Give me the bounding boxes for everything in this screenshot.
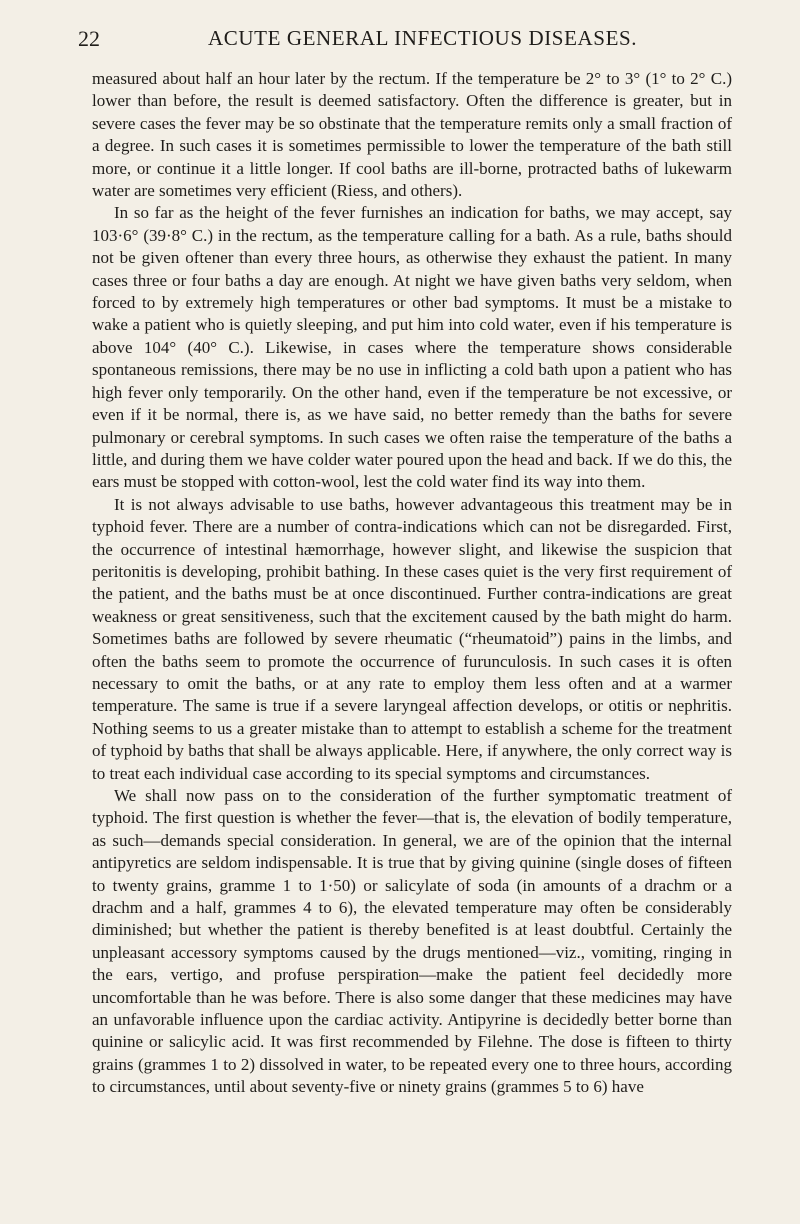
paragraph-2: In so far as the height of the fever furnishes an indication for baths, we may accept, say 103·6° (39·8° C.) in the rectum, as the temperature calling for a bath. As a rule, baths should not be given oftener than every three hours, as otherwise they exhaust the patient. In many cases three or four baths a day are enough. At night we have given baths very seldom, when forced to by extremely high temperatures or other bad symptoms. It must be a mistake to wake a patient who is quietly sleeping, and put him into cold water, even if his temperature is above 104° (40° C.). Likewise, in cases where the temperature shows considerable spontaneous remissions, there may be no use in inflicting a cold bath upon a patient who has high fever only temporarily. On the other hand, even if the temperature be not excessive, or even if it be normal, there is, as we have said, no better remedy than the baths for severe pulmonary or cerebral symptoms. In such cases we often raise the temperature of the baths a little, and during them we have colder water poured upon the head and back. If we do this, the ears must be stopped with cotton-wool, lest the cold water find its way into them. [92,203,732,492]
paragraph-4: We shall now pass on to the consideration of the further symptomatic treatment of typhoid. The first question is whether the fever—that is, the elevation of bodily temperature, as such—demands special consideration. In general, we are of the opinion that the internal antipyretics are seldom indispensable. It is true that by giving quinine (single doses of fifteen to twenty grains, gramme 1 to 1·50) or salicylate of soda (in amounts of a drachm or a drachm and a half, grammes 4 to 6), the elevated temperature may often be considerably diminished; but whether the patient is thereby benefited is at least doubtful. Certainly the unpleasant accessory symptoms caused by the drugs mentioned—viz., vomiting, ringing in the ears, vertigo, and profuse perspiration—make the patient feel decidedly more uncomfortable than he was before. There is also some danger that these medicines may have an unfavorable influence upon the cardiac activity. Antipyrine is decidedly better borne than quinine or salicylic acid. It was first recommended by Filehne. The dose is fifteen to thirty grains (grammes 1 to 2) dissolved in water, to be repeated every one to three hours, according to circumstances, until about seventy-five or ninety grains (grammes 5 to 6) have [92,786,732,1097]
page-header [78,26,718,54]
page-number: 22 [78,26,100,51]
paragraph-3: It is not always advisable to use baths, however advantageous this treatment may be in typhoid fever. There are a number of contra-indications which can not be disregarded. First, the occurrence of intestinal hæmorrhage, however slight, and likewise the suspicion that peritonitis is developing, prohibit bathing. In these cases quiet is the very first requirement of the patient, and the baths must be at once discontinued. Further contra-indications are great weakness or great sensitiveness, such that the excitement caused by the bath might do harm. Sometimes baths are followed by severe rheumatic (“rheumatoid”) pains in the limbs, and often the baths seem to promote the occurrence of furunculosis. In such cases it is often necessary to omit the baths, or at any rate to employ them less often and at a warmer temperature. The same is true if a severe laryngeal affection develops, or otitis or nephritis. Nothing seems to us a greater mistake than to attempt to establish a scheme for the treatment of typhoid by baths that shall be always applicable. Here, if anywhere, the only correct way is to treat each individual case according to its special symptoms and circumstances. [92,494,732,783]
body-text [92,68,732,1099]
running-head: ACUTE GENERAL INFECTIOUS DISEASES. [208,26,638,50]
paragraph-1: measured about half an hour later by the rectum. If the temperature be 2° to 3° (1° to 2° C.) lower than before, the result is deemed satisfactory. Often the difference is greater, but in severe cases the fever may be so obstinate that the temperature remits only a small fraction of a degree. In such cases it is sometimes permissible to lower the temperature of the bath still more, or continue it a little longer. If cool baths are ill-borne, protracted baths of lukewarm water are sometimes very efficient (Riess, and others). [92,69,732,201]
